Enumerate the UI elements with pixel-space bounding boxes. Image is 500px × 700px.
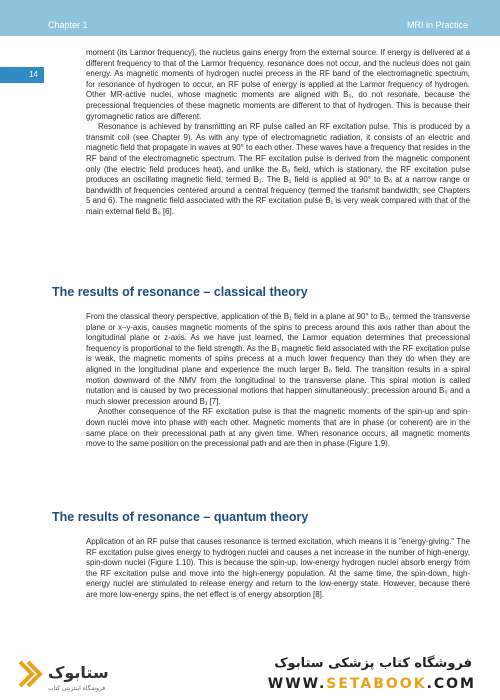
setabook-logo bbox=[14, 654, 124, 694]
page-number: 14 bbox=[29, 70, 38, 79]
section-classical-text bbox=[86, 312, 470, 450]
section-heading-quantum: The results of resonance – quantum theory bbox=[52, 510, 309, 524]
paragraph: Another consequence of the RF excitation pulse is that the magnetic moments of the spin-up and spin-down nuclei move into phase with each other. Magnetic moments that are in phase (or coherent) are in the same place on their precessional path at any given time. When resonance occurs, all magnetic moments move to the same position on the precessional path and are then in phase (Figure 1.9). bbox=[86, 407, 470, 449]
section-heading-classical: The results of resonance – classical theory bbox=[52, 285, 308, 299]
paragraph: moment (its Larmor frequency), the nucleus gains energy from the external source. If energy is delivered at a different frequency to that of the Larmor frequency, resonance does not occur, and the nucleus does not gain energy. As magnetic moments of hydrogen nuclei precess in the RF band of the electromagnetic spectrum, for resonance of hydrogen to occur, an RF pulse of energy is applied at the Larmor frequency of hydrogen. Other MR-active nuclei, whose magnetic moments are aligned with B₀, do not resonate, because the precessional frequencies of these magnetic moments are different to that of hydrogen. This is because their gyromagnetic ratios are different. bbox=[86, 48, 470, 121]
shop-name: فروشگاه کتاب پزشکی ستابوک bbox=[274, 656, 472, 671]
paragraph: From the classical theory perspective, application of the B₁ field in a plane at 90° to B₀, termed the transverse plane or x–y-axis, causes magnetic moments of the spins to precess around this axis rather than about the longitudinal plane or z-axis. As we have just learned, the Larmor equation determines that precessional frequency is proportional to the field strength. As the B₁ magnetic field associated with the RF excitation pulse is weak, the magnetic moments of spins precess at a much lower frequency than they do when they are aligned in the longitudinal plane and experience the much larger B₀ field. The transition results in a spiral motion downward of the NMV from the longitudinal to the transverse plane. This spiral motion is called nutation and is caused by two precessional motions that happen simultaneously; precession around B₀ and a much slower precession around B₁ [7]. bbox=[86, 312, 470, 406]
store-footer bbox=[0, 648, 500, 700]
chapter-label: Chapter 1 bbox=[48, 20, 88, 30]
book-title: MRI in Practice bbox=[406, 20, 468, 30]
url-suffix: .COM bbox=[426, 676, 476, 692]
logo-text: ستابوک bbox=[48, 663, 109, 682]
url-prefix: WWW. bbox=[267, 676, 327, 692]
paragraph: Resonance is achieved by transmitting an RF pulse called an RF excitation pulse. This is produced by a transmit coil (see Chapter 9). As with any type of electromagnetic radiation, it consists of an electric and magnetic field that propagate in waves at 90° to each other. These waves have a frequency that resides in the RF band of the electromagnetic spectrum. The RF excitation pulse is derived from the magnetic component only (the electric field produces heat), and unlike the B₀ field, which is stationary, the RF excitation pulse produces an oscillating magnetic field, termed B₁. The B₁ field is applied at 90° to B₀ at a narrow range or bandwidth of frequencies centered around a central frequency (termed the transmit bandwidth; see Chapters 5 and 6). The magnetic field associated with the RF excitation pulse B₁ is very weak compared with that of the main external field B₀ [6]. bbox=[86, 122, 470, 216]
url-highlight: SETABOOK bbox=[326, 676, 427, 692]
intro-text bbox=[86, 48, 470, 218]
section-quantum-text bbox=[86, 537, 470, 601]
page-number-tab bbox=[0, 67, 44, 83]
logo-subtext: فروشگاه اینترنتی کتاب bbox=[48, 685, 106, 692]
store-url[interactable] bbox=[268, 676, 476, 692]
paragraph: Application of an RF pulse that causes resonance is termed excitation, which means it is "energy-giving." The RF excitation pulse gives energy to hydrogen nuclei and causes a net increase in the number of high-energy, spin-down nuclei (Figure 1.10). This is because the spin-up, low-energy hydrogen nuclei absorb energy from the RF excitation pulse and move into the high-energy population. At the same time, the spin-down, high-energy nuclei are stimulated to release energy and return to the low-energy state. However, because there are more low-energy spins, the net effect is of energy absorption [8]. bbox=[86, 537, 470, 599]
running-header bbox=[0, 0, 500, 36]
